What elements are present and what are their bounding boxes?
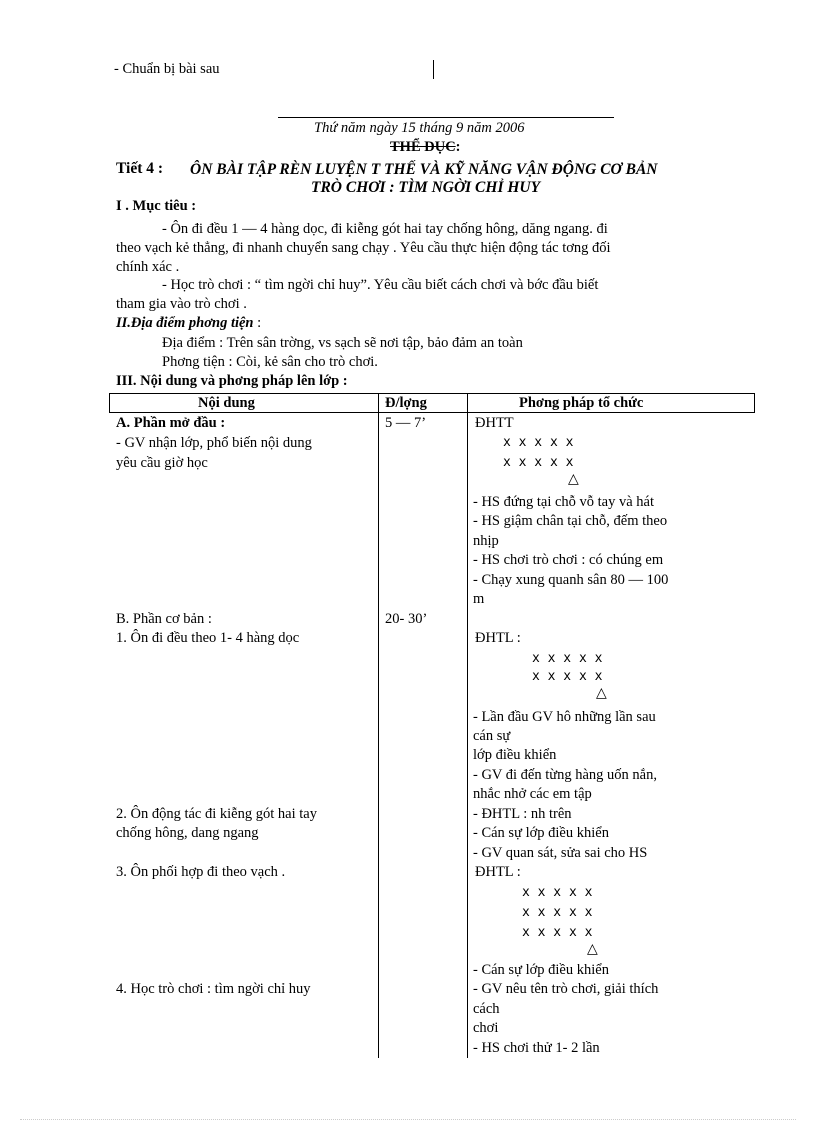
method-b1-3: lớp điều khiển [473,747,557,763]
part-b-item-1: 1. Ôn đi đều theo 1- 4 hàng dọc [116,630,300,646]
formation-row: x x x x x [503,435,574,450]
method-b4-3: chơi [473,1020,499,1036]
method-a-4b: m [473,591,485,607]
method-b3-1: - Cán sự lớp điều khiển [473,962,609,978]
part-b-title: B. Phần cơ bản : [116,611,212,627]
method-b2-3: - GV quan sát, sửa sai cho HS [473,845,648,861]
subject-title: THỂ DỤC: [390,139,461,155]
section-1-heading: I . Mục tiêu : [116,198,197,214]
table-right-border [754,393,755,413]
objective-1-line-1: - Ôn đi đều 1 — 4 hàng dọc, đi kiễng gót hai tay chống hông, dăng ngang. đi [162,221,608,237]
table-header-border [109,412,755,413]
method-b1-5: nhắc nhở các em tập [473,786,592,802]
part-b-item-2-line-2: chống hông, dang ngang [116,825,259,841]
location-line: Địa điểm : Trên sân trờng, vs sạch sẽ nơi tập, bảo đảm an toàn [162,335,523,351]
formation-row: x x x x x [532,651,603,666]
formation-row: x x x x x [503,455,574,470]
method-b2-2: - Cán sự lớp điều khiển [473,825,609,841]
part-a-duration: 5 — 7’ [385,415,427,431]
part-b-item-3: 3. Ôn phối hợp đi theo vạch . [116,864,286,880]
formation-dhtl-label: ĐHTL : [475,864,521,880]
method-a-4: - Chạy xung quanh sân 80 — 100 [473,572,669,588]
top-note: - Chuẩn bị bài sau [114,61,220,77]
formation-row: x x x x x [522,905,593,920]
table-top-border [109,393,755,394]
lesson-title-2: TRÒ CHƠI : TÌM NGỜI CHỈ HUY [311,179,541,196]
formation-dhtl-label: ĐHTL : [475,630,521,646]
part-b-item-2-line-1: 2. Ôn động tác đi kiễng gót hai tay [116,806,317,822]
lesson-title-1: ÔN BÀI TẬP RÈN LUYỆN T THẾ VÀ KỸ NĂNG VẬN ĐỘNG CƠ BẢN [190,161,658,178]
divider [278,117,614,118]
formation-row: x x x x x [522,925,593,940]
method-a-1: - HS đứng tại chỗ vỗ tay và hát [473,494,655,510]
teacher-triangle-icon: △ [568,471,579,487]
method-b4-4: - HS chơi thử 1- 2 lần [473,1040,600,1056]
method-b1-4: - GV đi đến từng hàng uốn nắn, [473,767,657,783]
objective-1-line-3: chính xác . [116,259,180,275]
part-b-item-4: 4. Học trò chơi : tìm ngời chỉ huy [116,981,311,997]
column-divider-2 [467,393,468,1058]
method-b1-1: - Lần đầu GV hô những lần sau [473,709,656,725]
part-a-line-2: yêu cầu giờ học [116,455,208,471]
method-b4-1: - GV nêu tên trò chơi, giải thích [473,981,659,997]
header-method: Phơng pháp tổ chức [519,395,644,411]
equipment-line: Phơng tiện : Còi, kẻ sân cho trò chơi. [162,354,378,370]
formation-row: x x x x x [532,669,603,684]
table-left-border [109,393,110,413]
part-b-duration: 20- 30’ [385,611,428,627]
formation-dhtt-label: ĐHTT [475,415,514,431]
part-a-line-1: - GV nhận lớp, phổ biến nội dung [116,435,312,451]
method-b4-2: cách [473,1001,500,1017]
objective-2-line-1: - Học trò chơi : “ tìm ngời chỉ huy”. Yêu cầu biết cách chơi và bớc đầu biết [162,277,599,293]
header-content: Nội dung [198,395,255,411]
teacher-triangle-icon: △ [596,685,607,701]
column-divider-1 [378,393,379,1058]
objective-2-line-2: tham gia vào trò chơi . [116,296,247,312]
page-edge [20,1119,796,1120]
header-quantity: Đ/lợng [385,395,427,411]
formation-row: x x x x x [522,885,593,900]
date-line: Thứ năm ngày 15 tháng 9 năm 2006 [314,120,525,136]
method-b1-2: cán sự [473,728,511,744]
teacher-triangle-icon: △ [587,941,598,957]
section-3-heading: III. Nội dung và phơng pháp lên lớp : [116,373,348,389]
section-2-heading: II.Địa điểm phơng tiện : [116,315,262,331]
objective-1-line-2: theo vạch kẻ thẳng, đi nhanh chuyển sang chạy . Yêu cầu thực hiện động tác tơng đối [116,240,611,256]
method-a-3: - HS chơi trò chơi : có chúng em [473,552,664,568]
method-a-2b: nhịp [473,533,499,549]
lesson-label: Tiết 4 : [116,160,164,177]
part-a-title: A. Phần mở đầu : [116,415,226,431]
method-b2-1: - ĐHTL : nh trên [473,806,572,822]
method-a-2: - HS giậm chân tại chỗ, đếm theo [473,513,668,529]
text-cursor [433,60,434,79]
